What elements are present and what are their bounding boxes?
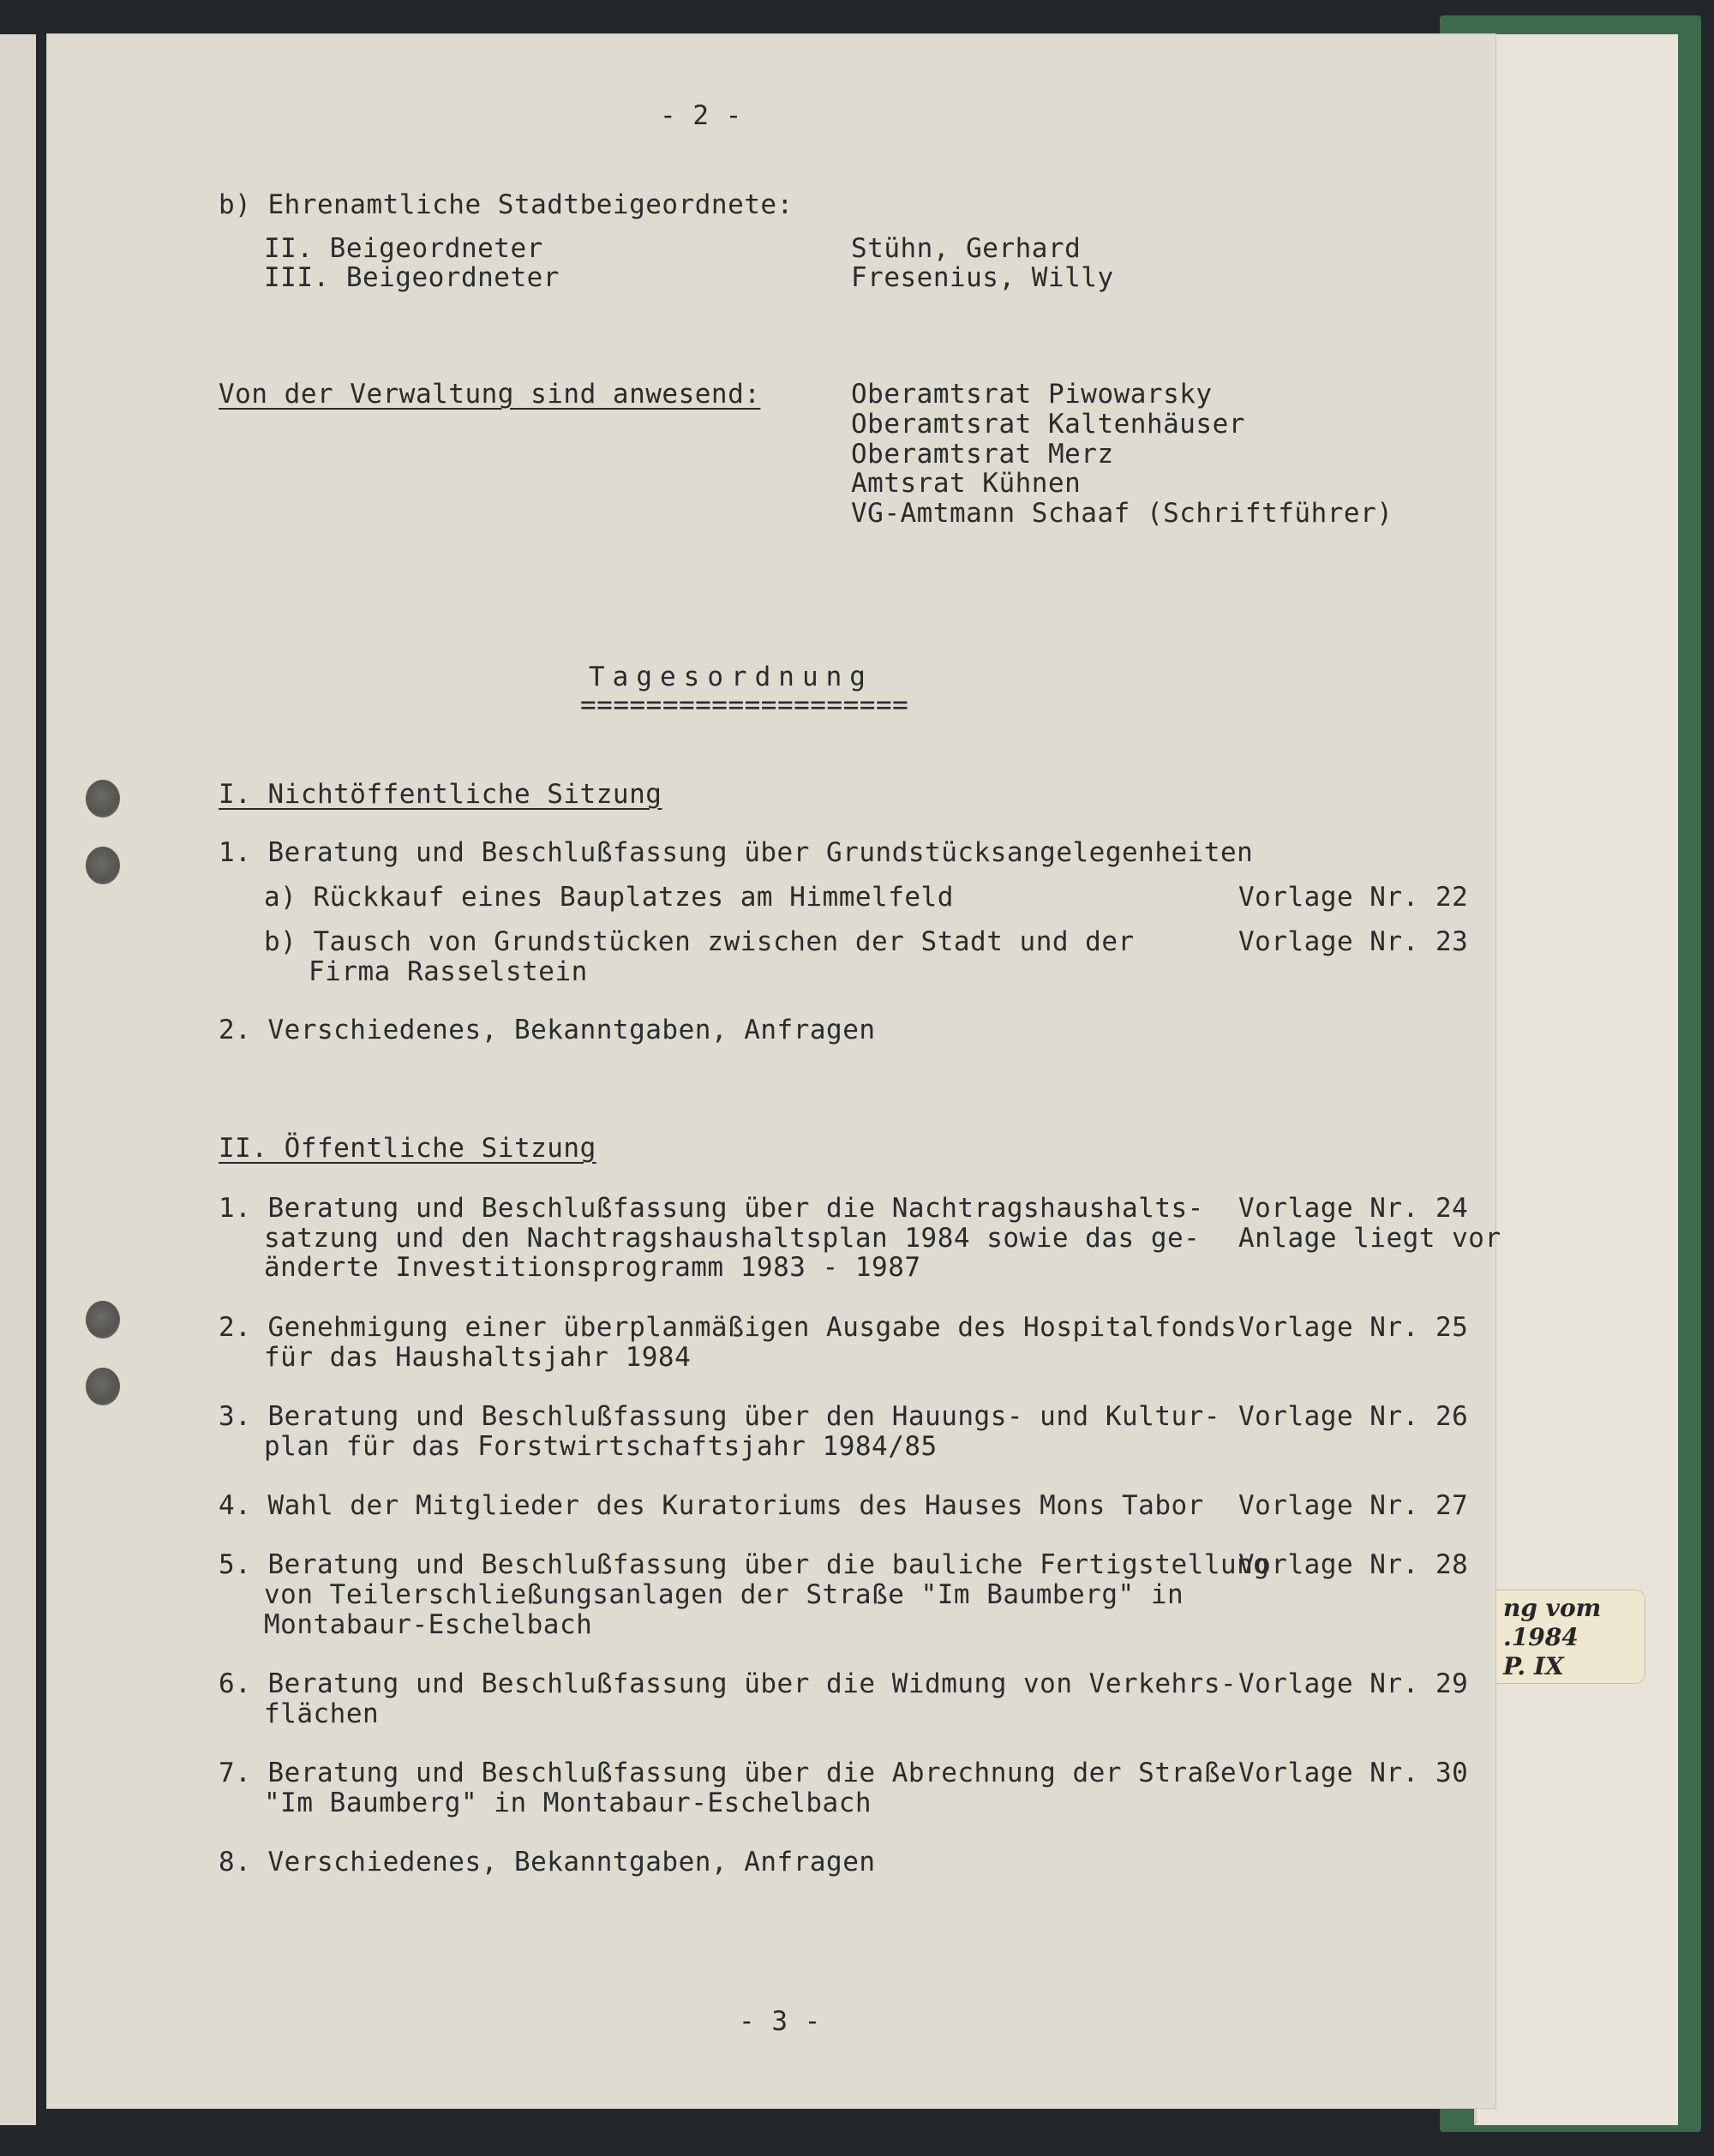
vorlage-ref: Vorlage Nr. 23 [1238,926,1469,957]
agenda-item: 5. Beratung und Beschlußfassung über die bauliche Fertigstellung [219,1549,1270,1580]
agenda-item-cont: Montabaur-Eschelbach [264,1609,593,1640]
agenda-item-cont: plan für das Forstwirtschaftsjahr 1984/85 [264,1431,938,1462]
admin-heading: Von der Verwaltung sind anwesend: [219,379,761,410]
punch-hole [86,1301,120,1339]
role-label: III. Beigeordneter [264,262,560,293]
agenda-subitem: a) Rückkauf eines Bauplatzes am Himmelfeld [264,882,954,913]
admin-name: Oberamtsrat Piwowarsky [851,379,1213,410]
member-name: Fresenius, Willy [851,262,1114,293]
punch-hole [86,1368,120,1405]
previous-page-edge [0,34,36,2125]
spine-label-line: P. IX [1503,1652,1564,1680]
vorlage-ref: Vorlage Nr. 24 [1238,1193,1469,1224]
agenda-subitem: b) Tausch von Grundstücken zwischen der Stadt und der [264,926,1135,957]
vorlage-ref: Vorlage Nr. 28 [1238,1549,1469,1580]
agenda-item-cont: satzung und den Nachtragshaushaltsplan 1984 sowie das ge- [264,1223,1201,1254]
agenda-item: 3. Beratung und Beschlußfassung über den Hauungs- und Kultur- [219,1401,1220,1432]
agenda-item: 6. Beratung und Beschlußfassung über die Widmung von Verkehrs- [219,1668,1238,1699]
agenda-item: 7. Beratung und Beschlußfassung über die Abrechnung der Straße [219,1758,1238,1788]
vorlage-ref: Vorlage Nr. 27 [1238,1490,1469,1521]
vorlage-note: Anlage liegt vor [1238,1223,1501,1254]
spine-label-line: .1984 [1503,1623,1579,1651]
agenda-item-cont: flächen [264,1698,380,1729]
next-page-edge [1474,34,1678,2125]
vorlage-ref: Vorlage Nr. 30 [1238,1758,1469,1788]
admin-name: Oberamtsrat Kaltenhäuser [851,409,1245,440]
agenda-item: 2. Verschiedenes, Bekanntgaben, Anfragen [219,1015,876,1045]
vorlage-ref: Vorlage Nr. 25 [1238,1312,1469,1343]
agenda-subitem-cont: Firma Rasselstein [309,956,588,987]
spine-label-tab [1495,1590,1645,1684]
vorlage-ref: Vorlage Nr. 22 [1238,882,1469,913]
punch-hole [86,780,120,817]
agenda-title: Tagesordnung [589,662,873,692]
part1-heading: I. Nichtöffentliche Sitzung [219,779,662,810]
page-number-top: - 2 - [660,100,742,131]
agenda-item-cont: von Teilerschließungsanlagen der Straße "Im Baumberg" in [264,1579,1184,1610]
admin-name: Oberamtsrat Merz [851,439,1114,470]
agenda-item-cont: "Im Baumberg" in Montabaur-Eschelbach [264,1788,872,1818]
page-number-bottom: - 3 - [739,2006,821,2037]
spine-label-line: ng vom [1503,1594,1602,1622]
agenda-item-cont: änderte Investitionsprogramm 1983 - 1987 [264,1252,921,1283]
section-b-heading: b) Ehrenamtliche Stadtbeigeordnete: [219,189,794,220]
agenda-item: 1. Beratung und Beschlußfassung über Grundstücksangelegenheiten [219,837,1254,868]
agenda-item: 8. Verschiedenes, Bekanntgaben, Anfragen [219,1847,876,1878]
part2-heading: II. Öffentliche Sitzung [219,1133,596,1164]
agenda-item: 1. Beratung und Beschlußfassung über die Nachtragshaushalts- [219,1193,1204,1224]
role-label: II. Beigeordneter [264,233,543,264]
admin-name: VG-Amtmann Schaaf (Schriftführer) [851,498,1393,529]
vorlage-ref: Vorlage Nr. 26 [1238,1401,1469,1432]
vorlage-ref: Vorlage Nr. 29 [1238,1668,1469,1699]
member-name: Stühn, Gerhard [851,233,1082,264]
agenda-item: 4. Wahl der Mitglieder des Kuratoriums des Hauses Mons Tabor [219,1490,1204,1521]
agenda-item: 2. Genehmigung einer überplanmäßigen Ausgabe des Hospitalfonds [219,1312,1238,1343]
agenda-title-rule: ==================== [580,690,909,721]
admin-name: Amtsrat Kühnen [851,468,1082,499]
agenda-item-cont: für das Haushaltsjahr 1984 [264,1342,692,1373]
document-page [47,34,1501,2108]
punch-hole [86,847,120,884]
